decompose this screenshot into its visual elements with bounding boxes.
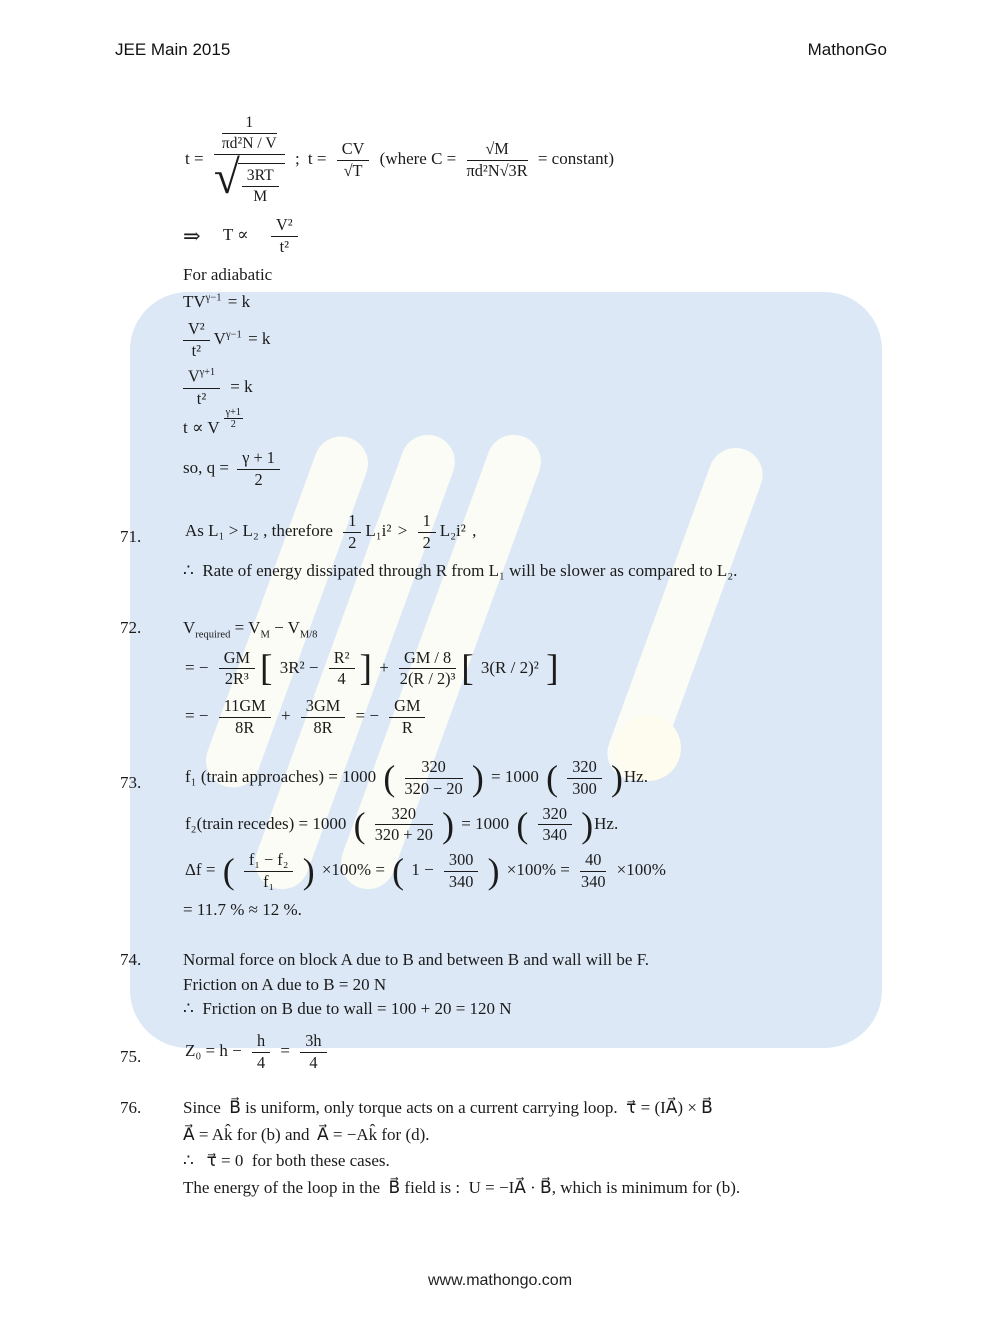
fraction-numerator: GM / 8	[399, 649, 456, 670]
frag: V	[188, 366, 200, 386]
bracket-close: ]	[359, 648, 372, 690]
frag: Hz.	[623, 767, 648, 787]
frag: f₁ (train approaches) = 1000	[185, 767, 377, 787]
paren-open: (	[392, 851, 405, 892]
fraction-numerator	[214, 114, 285, 155]
exponent: γ+1	[199, 367, 216, 379]
fraction-numerator	[183, 367, 220, 388]
paren-close: )	[487, 851, 500, 892]
frag: V	[213, 329, 226, 348]
text-line: Friction on A due to B = 20 N	[183, 974, 387, 994]
fraction	[580, 851, 606, 892]
frag: V	[183, 618, 196, 637]
fraction-denominator: πd²N / V	[221, 135, 277, 153]
fraction-denominator: M	[253, 188, 268, 206]
fraction-denominator	[213, 152, 285, 206]
fraction	[242, 167, 279, 206]
frag: = 1000	[491, 767, 539, 787]
fraction-denominator: 4	[257, 1052, 266, 1072]
fraction-numerator: f₁ − f₂	[244, 851, 294, 872]
fraction-denominator: 2R³	[224, 669, 249, 689]
frag: = k	[227, 292, 251, 312]
footer-url: www.mathongo.com	[427, 1272, 573, 1289]
paren-open: (	[353, 804, 366, 845]
question-body	[183, 616, 910, 744]
text-line: ∴ Friction on B due to wall = 100 + 20 = 120 N	[183, 999, 512, 1019]
frag: T ∝	[222, 225, 249, 245]
fraction-denominator: R	[401, 717, 413, 737]
frag: Hz.	[594, 813, 619, 833]
frag: ,	[472, 521, 477, 541]
fraction-numerator: GM	[389, 697, 425, 718]
bracket-close: ]	[546, 648, 559, 690]
fraction-denominator: 8R	[235, 717, 255, 737]
text-line: Since B⃗ is uniform, only torque acts on a current carrying loop. τ⃗ = (IA⃗) × B⃗	[183, 1098, 713, 1117]
formula-line	[183, 114, 616, 206]
frag: = −	[355, 706, 379, 726]
fraction	[183, 367, 220, 408]
question-76	[120, 1096, 960, 1207]
fraction-denominator: 340	[448, 871, 474, 891]
page-footer	[0, 1272, 1000, 1290]
fraction-denominator: 2	[348, 532, 357, 552]
frag: = k	[230, 376, 253, 396]
fraction-denominator: 2	[230, 418, 236, 430]
fraction-numerator: 1	[222, 114, 277, 134]
text-line: Normal force on block A due to B and between B and wall will be F.	[183, 950, 650, 969]
formula-line	[183, 697, 910, 738]
question-number: 76.	[120, 1098, 142, 1117]
fraction-numerator: 11GM	[219, 697, 271, 718]
fraction	[219, 649, 255, 690]
question-body	[183, 1032, 940, 1079]
frag: − V	[269, 618, 300, 637]
frag: L₂i²	[439, 521, 466, 541]
question-body	[183, 758, 940, 928]
fraction	[329, 649, 355, 690]
fraction	[300, 1032, 326, 1073]
fraction	[405, 758, 463, 799]
fraction-numerator: 300	[444, 851, 478, 872]
frag: (where C =	[379, 148, 457, 168]
question-number: 72.	[120, 618, 142, 637]
fraction-numerator: 3GM	[301, 697, 345, 718]
frag: ×100%	[616, 860, 666, 880]
fraction-numerator: γ + 1	[237, 449, 280, 470]
bracket-open: [	[461, 648, 474, 690]
fraction-numerator: h	[252, 1032, 270, 1053]
fraction	[237, 449, 280, 490]
text-line: ∴ τ⃗ = 0 for both these cases.	[183, 1151, 390, 1171]
question-number: 75.	[120, 1047, 142, 1066]
subscript: required	[195, 629, 231, 641]
fraction-numerator: γ+1	[225, 406, 241, 418]
paren-close: )	[471, 758, 484, 799]
fraction-numerator: 40	[580, 851, 606, 872]
fraction-denominator: πd²N√3R	[466, 160, 528, 180]
paren-close: )	[581, 804, 594, 845]
fraction-numerator: 1	[418, 512, 436, 533]
paren-open: (	[546, 758, 559, 799]
frag: so, q =	[183, 458, 229, 478]
fraction-denominator: 300	[572, 778, 597, 798]
frag: 1 −	[411, 860, 434, 880]
fraction-denominator: 340	[581, 871, 606, 891]
fraction	[214, 114, 285, 206]
frag: As L₁ > L₂ , therefore	[185, 521, 333, 541]
fraction-numerator: GM	[219, 649, 255, 670]
frag: ;	[294, 148, 300, 168]
frag: f₂(train recedes) = 1000	[185, 813, 347, 833]
fraction-denominator: 4	[309, 1052, 318, 1072]
formula-line	[183, 216, 616, 257]
fraction	[337, 140, 370, 181]
fraction	[467, 140, 528, 181]
formula-line	[183, 320, 616, 361]
frag: = −	[185, 706, 209, 726]
fraction-denominator: t²	[279, 236, 289, 256]
formula-line	[183, 290, 616, 315]
bracket-open: [	[259, 648, 273, 690]
fraction-denominator: 320 − 20	[404, 778, 463, 798]
fraction-numerator: R²	[329, 649, 355, 670]
question-number: 71.	[120, 527, 142, 546]
text-line	[183, 263, 616, 288]
fraction-numerator: 3h	[300, 1032, 326, 1053]
frag: t =	[185, 148, 204, 168]
fraction-numerator: V²	[271, 216, 298, 237]
fraction-denominator: 8R	[313, 717, 333, 737]
fraction-numerator: 3RT	[242, 167, 279, 187]
frag: t =	[307, 148, 327, 168]
fraction	[389, 697, 425, 738]
frag: = k	[248, 329, 271, 348]
fraction-denominator: f₁	[263, 871, 275, 891]
radical-sign: √	[213, 152, 240, 205]
fraction	[567, 758, 601, 799]
fraction-numerator: √M	[467, 140, 528, 161]
frag: +	[379, 657, 389, 677]
fraction	[418, 512, 436, 553]
question-75	[120, 1032, 940, 1079]
fraction	[343, 512, 361, 553]
text-line	[183, 559, 910, 584]
fraction-denominator: 340	[542, 825, 567, 845]
fraction-numerator: 320	[538, 805, 572, 826]
fraction	[252, 1032, 270, 1073]
fraction-denominator: 2(R / 2)³	[399, 669, 456, 689]
formula-line	[183, 616, 910, 643]
paren-open: (	[516, 804, 529, 845]
exponent-fraction	[224, 407, 243, 430]
fraction	[271, 216, 298, 257]
fraction-denominator: 320 + 20	[374, 825, 433, 845]
question-number: 74.	[120, 950, 142, 969]
formula-line	[183, 512, 910, 553]
fraction-numerator: 320	[375, 805, 433, 826]
frag: ∴ Rate of energy dissipated through R from L₁ will be slower as compared to L₂.	[183, 560, 738, 580]
exponent: γ−1	[225, 329, 242, 341]
fraction	[222, 114, 277, 153]
fraction-denominator: 2	[422, 532, 431, 552]
radicand	[238, 163, 285, 206]
text-line: A⃗ = Ak̂ for (b) and A⃗ = −Ak̂ for (d).	[183, 1124, 430, 1144]
subscript: M/8	[299, 629, 318, 641]
frag: = 11.7 % ≈ 12 %.	[183, 899, 302, 919]
fraction-denominator: t²	[191, 340, 202, 360]
question-73	[120, 758, 940, 928]
fraction	[375, 805, 433, 846]
fraction-denominator: 4	[337, 669, 346, 689]
formula-line	[183, 898, 940, 923]
frag: 3R² −	[279, 657, 319, 677]
fraction	[444, 851, 478, 892]
text-line: The energy of the loop in the B⃗ field is : U = −IA⃗ · B⃗, which is minimum for (b).	[183, 1177, 741, 1197]
frag: = constant)	[537, 148, 614, 168]
frag: ×100% =	[321, 860, 385, 880]
paren-close: )	[442, 804, 455, 845]
fraction-numerator: 1	[343, 512, 361, 533]
fraction	[183, 320, 210, 361]
frag: ×100% =	[506, 860, 570, 880]
fraction	[219, 697, 271, 738]
fraction	[399, 649, 456, 690]
frag: = V	[230, 618, 261, 637]
paren-open: (	[222, 851, 235, 892]
exponent: γ−1	[205, 292, 222, 304]
frag: L₁i²	[365, 521, 392, 541]
paren-close: )	[610, 758, 623, 799]
fraction-denominator: √T	[343, 160, 363, 180]
frag: >	[397, 521, 408, 541]
frag: For adiabatic	[183, 264, 273, 284]
question-body	[183, 1096, 960, 1207]
question-71	[120, 512, 910, 589]
formula-line	[183, 805, 940, 846]
frag: = 1000	[461, 813, 510, 833]
formula-line	[183, 649, 910, 690]
square-root	[213, 152, 285, 206]
fraction-numerator: V²	[183, 320, 210, 341]
paren-open: (	[383, 758, 396, 799]
question-72	[120, 616, 910, 744]
frag: +	[280, 706, 291, 726]
frag: =	[280, 1041, 290, 1061]
frag: 3(R / 2)²	[480, 657, 539, 677]
fraction-denominator: 2	[254, 469, 263, 489]
fraction-numerator: 320	[567, 758, 601, 779]
formula-line	[183, 367, 616, 408]
formula-line	[183, 758, 940, 799]
frag: t ∝ V	[183, 418, 220, 438]
paren-close: )	[302, 851, 315, 892]
frag: = −	[185, 657, 209, 677]
fraction	[538, 805, 572, 846]
fraction-numerator: 320	[405, 758, 463, 779]
page-header	[115, 40, 887, 60]
fraction	[244, 851, 294, 892]
header-brand: MathonGo	[807, 40, 887, 59]
subscript: M	[260, 629, 270, 641]
frag: TV	[183, 292, 206, 312]
question-74	[120, 948, 940, 1022]
formula-line	[183, 1032, 940, 1073]
implies-arrow: ⇒	[183, 224, 201, 249]
solution-continuation-block	[183, 114, 616, 496]
formula-line	[183, 449, 616, 490]
fraction-numerator: CV	[337, 140, 370, 161]
question-body	[183, 948, 940, 1022]
question-body	[183, 512, 910, 589]
fraction	[301, 697, 345, 738]
frag: Δf =	[185, 860, 216, 880]
question-number: 73.	[120, 773, 142, 792]
frag: Z₀ = h −	[185, 1041, 242, 1061]
header-exam-title: JEE Main 2015	[115, 40, 231, 59]
fraction-denominator: t²	[196, 388, 207, 408]
formula-line	[183, 851, 940, 892]
